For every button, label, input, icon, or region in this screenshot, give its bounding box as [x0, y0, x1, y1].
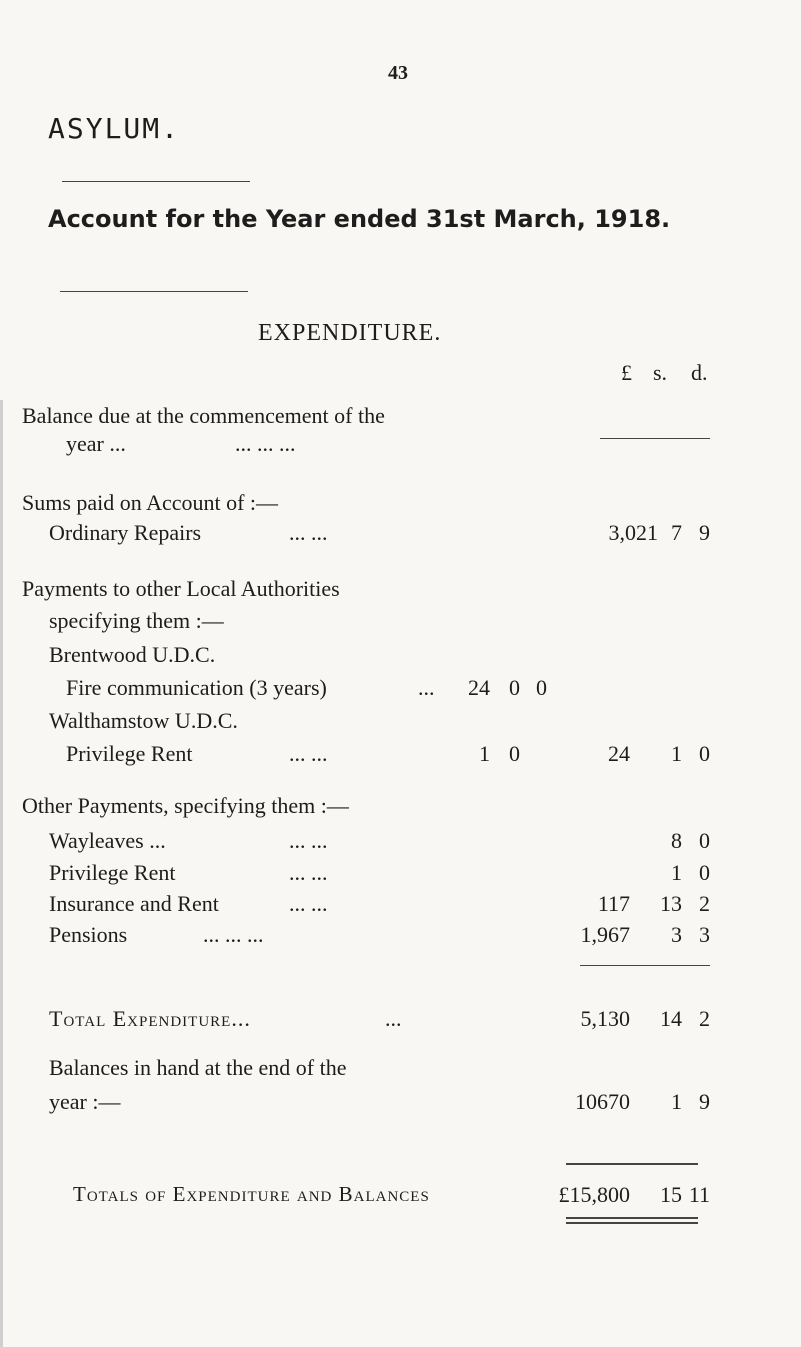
- nil-dash: [600, 438, 710, 439]
- insurance-rent-label: Insurance and Rent: [49, 891, 219, 916]
- privilege-rent-2-label: Privilege Rent: [49, 860, 176, 885]
- other-payments-heading: Other Payments, specifying them :—: [22, 793, 349, 818]
- privilege-rent-2-pence: 0: [699, 860, 710, 885]
- total-expenditure-pence: 2: [699, 1006, 710, 1031]
- pence-header: d.: [691, 360, 708, 385]
- local-authorities-total-pence: 0: [699, 741, 710, 766]
- leader-dots: ... ...: [289, 860, 328, 885]
- wayleaves-label: Wayleaves ...: [49, 828, 166, 853]
- payments-heading-line2: specifying them :—: [49, 608, 224, 633]
- total-expenditure-pounds: 5,130: [580, 1006, 630, 1031]
- payments-heading-line1: Payments to other Local Authorities: [22, 576, 340, 601]
- ordinary-repairs-shillings: 7: [671, 520, 682, 545]
- grand-total-label: Totals of Expenditure and Balances: [73, 1182, 430, 1206]
- grand-total-double-rule-2: [566, 1222, 698, 1224]
- pensions-shillings: 3: [671, 922, 682, 947]
- grand-total-pounds: £15,800: [558, 1182, 630, 1207]
- wayleaves-shillings: 8: [671, 828, 682, 853]
- pounds-header: £: [621, 360, 632, 385]
- pensions-pence: 3: [699, 922, 710, 947]
- account-subtitle: Account for the Year ended 31st March, 1918.: [48, 205, 671, 233]
- wayleaves-pence: 0: [699, 828, 710, 853]
- privilege-rent-shillings: 0: [509, 741, 520, 766]
- pensions-label: Pensions: [49, 922, 128, 947]
- leader-dots: ... ...: [289, 891, 328, 916]
- fire-communication-pence: 0: [536, 675, 547, 700]
- title-underline: [62, 181, 250, 182]
- leader-dots: ...: [385, 1006, 402, 1031]
- shillings-header: s.: [653, 360, 668, 385]
- local-authorities-total-pounds: 24: [608, 741, 630, 766]
- balances-shillings: 1: [671, 1089, 682, 1114]
- insurance-rent-pounds: 117: [597, 891, 630, 916]
- ordinary-repairs-pence: 9: [699, 520, 710, 545]
- pensions-pounds: 1,967: [580, 922, 630, 947]
- subtotal-rule: [580, 965, 710, 966]
- sums-paid-heading: Sums paid on Account of :—: [22, 490, 279, 515]
- total-expenditure-label: Total Expenditure...: [49, 1006, 251, 1031]
- balance-due-line2: year ...: [66, 431, 126, 456]
- grand-total-double-rule-1: [566, 1217, 698, 1219]
- insurance-rent-pence: 2: [699, 891, 710, 916]
- page-number: 43: [388, 62, 408, 84]
- brentwood-label: Brentwood U.D.C.: [49, 642, 216, 667]
- leader-dots: ...: [418, 675, 435, 700]
- leader-dots: ... ... ...: [203, 922, 264, 947]
- leader-dots: ... ...: [289, 741, 328, 766]
- page-edge-shadow: [0, 400, 3, 1347]
- leader-dots: ... ...: [289, 520, 328, 545]
- ordinary-repairs-label: Ordinary Repairs: [49, 520, 202, 545]
- balances-label-line1: Balances in hand at the end of the: [49, 1055, 347, 1080]
- leader-dots: ... ... ...: [235, 431, 296, 456]
- subtitle-underline: [60, 291, 248, 292]
- grand-total-shillings: 15: [660, 1182, 682, 1207]
- fire-communication-pounds: 24: [468, 675, 490, 700]
- grand-total-pence: 11: [688, 1182, 710, 1207]
- page-title: ASYLUM.: [48, 112, 181, 145]
- local-authorities-total-shillings: 1: [671, 741, 682, 766]
- balances-label-line2: year :—: [49, 1089, 121, 1114]
- section-heading: EXPENDITURE.: [258, 320, 442, 346]
- balance-due-line1: Balance due at the commencement of the: [22, 403, 385, 428]
- total-expenditure-shillings: 14: [660, 1006, 682, 1031]
- leader-dots: ... ...: [289, 828, 328, 853]
- grand-total-top-rule: [566, 1163, 698, 1165]
- balances-pence: 9: [699, 1089, 710, 1114]
- ordinary-repairs-pounds: 3,021: [608, 520, 658, 545]
- privilege-rent-2-shillings: 1: [671, 860, 682, 885]
- privilege-rent-label: Privilege Rent: [66, 741, 193, 766]
- fire-communication-shillings: 0: [509, 675, 520, 700]
- balances-pounds: 10670: [575, 1089, 630, 1114]
- privilege-rent-pounds: 1: [479, 741, 490, 766]
- walthamstow-label: Walthamstow U.D.C.: [49, 708, 238, 733]
- fire-communication-label: Fire communication (3 years): [66, 675, 327, 700]
- insurance-rent-shillings: 13: [660, 891, 682, 916]
